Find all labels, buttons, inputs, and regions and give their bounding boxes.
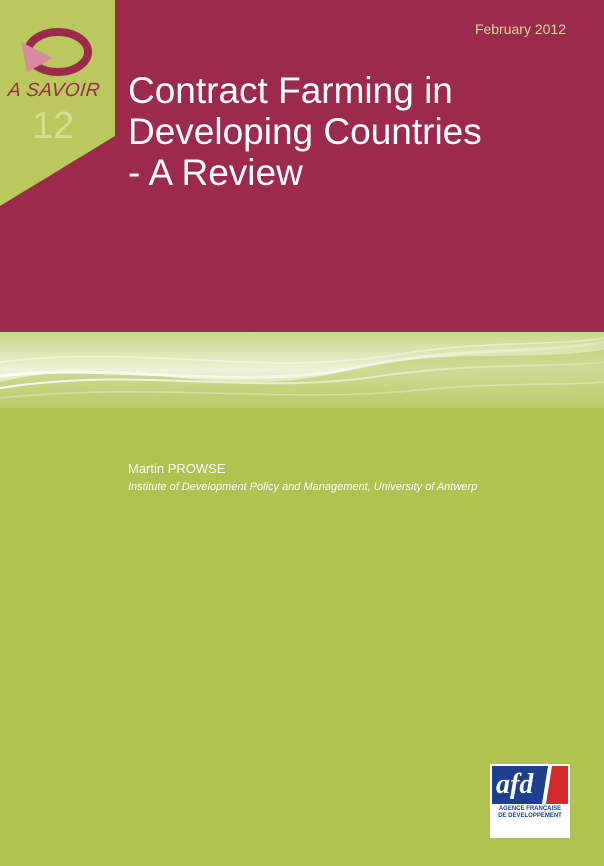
- series-logo-icon: [15, 28, 97, 82]
- title-line: Developing Countries: [128, 111, 482, 152]
- title-line: - A Review: [128, 152, 303, 193]
- series-name: A SAVOIR: [6, 80, 102, 101]
- series-number: 12: [32, 105, 75, 147]
- afd-name-line: AGENCE FRANÇAISE: [498, 806, 562, 812]
- author-name: Martin PROWSE: [128, 461, 226, 476]
- decorative-wave: [0, 332, 604, 408]
- title-line: Contract Farming in: [128, 70, 453, 111]
- document-title: [128, 70, 568, 193]
- author-affiliation: Institute of Development Policy and Management, University of Antwerp: [128, 481, 478, 493]
- afd-name-line: DE DÉVELOPPEMENT: [498, 813, 562, 819]
- afd-letters: afd: [496, 769, 534, 800]
- afd-logo: [490, 764, 570, 838]
- publication-date: February 2012: [474, 21, 566, 37]
- afd-name: [490, 806, 570, 820]
